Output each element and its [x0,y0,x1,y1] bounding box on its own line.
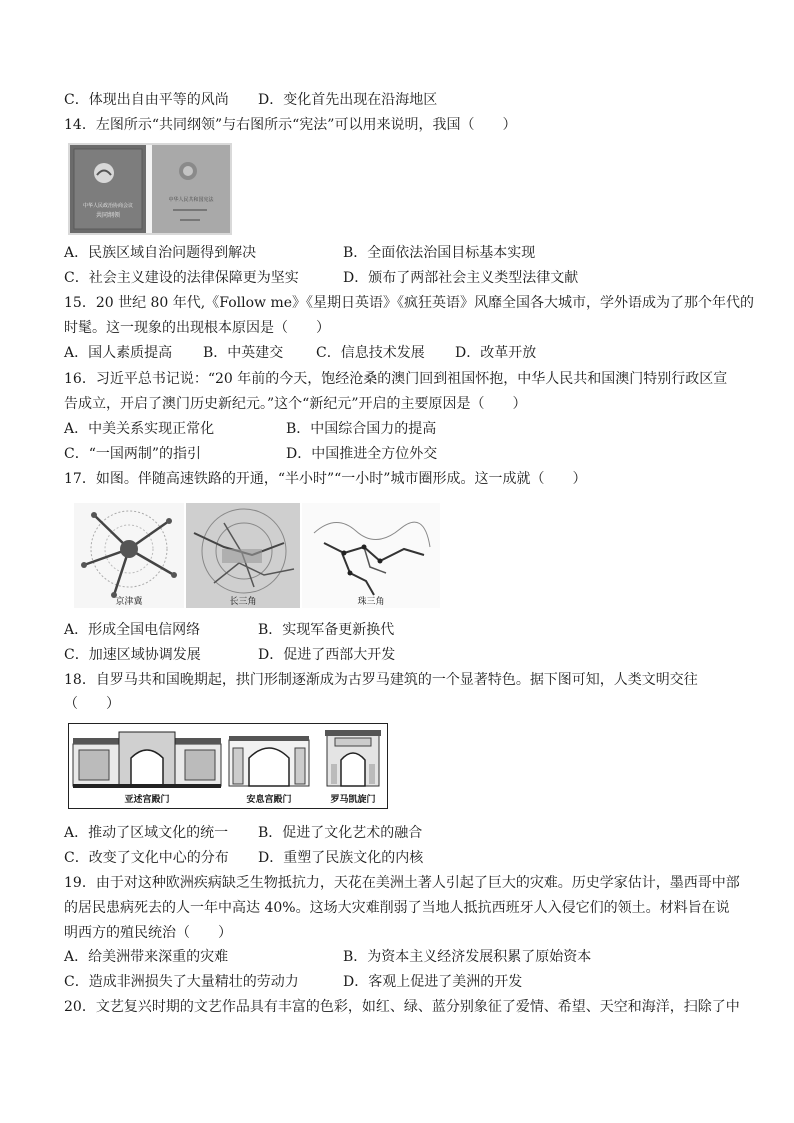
caption-roman-arch: 罗马凯旋门 [330,795,376,805]
q15-option-b: B．中英建交 [203,345,284,361]
q17-option-a: A．形成全国电信网络 [64,622,201,638]
q17-option-c: C．加速区域协调发展 [64,647,201,663]
q16-option-c: C．“一国两制”的指引 [64,446,202,462]
q14-option-d: D．颁布了两部社会主义类型法律文献 [343,270,579,286]
caption-parthian-gate: 安息宫殿门 [246,795,292,805]
q14-option-a: A．民族区域自治问题得到解决 [64,245,257,261]
q17-option-d: D．促进了西部大开发 [258,647,396,663]
q16-option-a: A．中美关系实现正常化 [64,421,215,437]
q16-option-d: D．中国推进全方位外交 [286,446,438,462]
q19-option-a: A．给美洲带来深重的灾难 [64,949,229,965]
q15-option-d: D．改革开放 [455,345,537,361]
question-19-stem-line-1: 19．由于对这种欧洲疾病缺乏生物抵抗力，天花在美洲土著人引起了巨大的灾难。历史学家估计，墨西哥中部 [64,875,740,891]
q14-option-c: C．社会主义建设的法律保障更为坚实 [64,270,299,286]
question-18-stem-line-2: （ ） [64,696,120,712]
map-caption-changsanjiao: 长三角 [229,597,257,607]
q19-option-c: C．造成非洲损失了大量精壮的劳动力 [64,974,299,990]
question-16-stem-line-2: 告成立，开启了澳门历史新纪元。”这个“新纪元”开启的主要原因是（ ） [64,396,527,412]
question-17-stem: 17．如图。伴随高速铁路的开通，“半小时”“一小时”城市圈形成。这一成就（ ） [64,471,587,487]
q17-city-circle-maps [74,503,440,608]
q18-arch-gates-svg [69,724,386,807]
option-d: D．变化首先出现在沿海地区 [258,92,438,108]
q17-option-b: B．实现军备更新换代 [258,622,395,638]
q15-option-a: A．国人素质提高 [64,345,173,361]
q19-option-b: B．为资本主义经济发展积累了原始资本 [343,949,592,965]
q18-option-c: C．改变了文化中心的分布 [64,850,229,866]
q19-option-d: D．客观上促进了美洲的开发 [343,974,523,990]
q17-maps-svg [74,503,440,608]
q14-book-covers [68,143,232,235]
q14-book-covers-svg [68,143,232,235]
book-right-line-1: 中华人民共和国宪法 [168,197,214,203]
caption-assyrian-gate: 亚述宫殿门 [124,795,170,805]
option-c: C．体现出自由平等的风尚 [64,92,229,108]
question-20-stem-line-1: 20．文艺复兴时期的文艺作品具有丰富的色彩，如红、绿、蓝分别象征了爱情、希望、天空和海洋，扫除了中 [64,999,740,1015]
book-left-line-1: 中华人民政治协商会议 [82,203,134,209]
question-19-stem-line-2: 的居民患病死去的人一年中高达 40%。这场大灾难削弱了当地人抵抗西班牙人入侵它们的领土。材料旨在说 [64,900,730,916]
question-14-stem: 14．左图所示“共同纲领”与右图所示“宪法”可以用来说明，我国（ ） [64,117,517,133]
map-caption-jingjinji: 京津冀 [115,597,143,607]
question-16-stem-line-1: 16．习近平总书记说：“20 年前的今天，饱经沧桑的澳门回到祖国怀抱，中华人民共和国澳门特别行政区宣 [64,371,728,387]
q14-option-b: B．全面依法治国目标基本实现 [343,245,536,261]
question-15-stem-line-2: 时髦。这一现象的出现根本原因是（ ） [64,320,330,336]
question-19-stem-line-3: 明西方的殖民统治（ ） [64,925,232,941]
question-18-stem-line-1: 18．自罗马共和国晚期起，拱门形制逐渐成为古罗马建筑的一个显著特色。据下图可知，人类文明交往 [64,672,698,688]
map-caption-zhusanjiao: 珠三角 [357,597,385,607]
q15-option-c: C．信息技术发展 [316,345,425,361]
book-left-line-2: 共同纲领 [95,212,121,219]
q18-option-b: B．促进了文化艺术的融合 [258,825,423,841]
q16-option-b: B．中国综合国力的提高 [286,421,437,437]
q18-arch-gates [68,723,388,809]
q18-option-a: A．推动了区域文化的统一 [64,825,229,841]
q18-option-d: D．重塑了民族文化的内核 [258,850,424,866]
question-15-stem-line-1: 15．20 世纪 80 年代,《Follow me》《星期日英语》《疯狂英语》风靡全国各大城市，学外语成为了那个年代的 [64,295,754,311]
